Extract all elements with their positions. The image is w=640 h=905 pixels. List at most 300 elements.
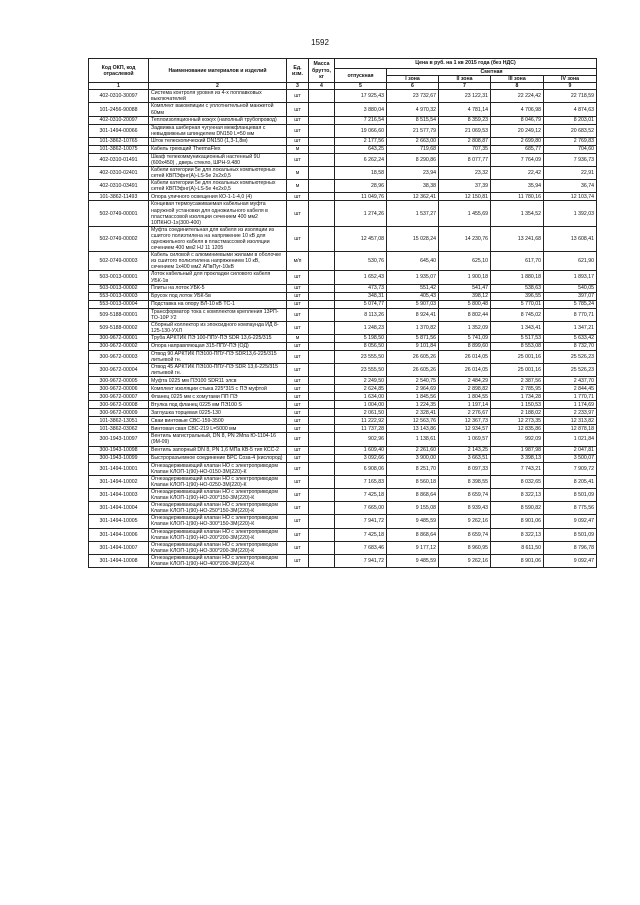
price-zone-3: 2 387,56 (491, 377, 544, 385)
item-name: Втулка под фланец 0225 мм ПЭ100 S (149, 401, 287, 409)
item-mass (309, 252, 335, 271)
price-zone-4: 5 633,42 (544, 335, 597, 343)
price-zone-1: 2 261,60 (387, 446, 439, 454)
price-zone-3: 4 706,98 (491, 103, 544, 116)
item-unit: шт (287, 401, 309, 409)
item-name: Огнезадерживающий клапан НО с электроприводом Клапан КЛОП-1(90)-НО-250*150-3М(220)-К (149, 502, 287, 515)
price-zone-4: 7 936,73 (544, 153, 597, 166)
item-mass (309, 446, 335, 454)
item-unit: шт (287, 137, 309, 145)
price-zone-4: 36,74 (544, 180, 597, 193)
item-unit: шт (287, 475, 309, 488)
table-row (89, 488, 597, 501)
price-zone-1: 2 663,00 (387, 137, 439, 145)
item-code: 101-3862-11493 (89, 193, 149, 201)
price-zone-2: 8 659,74 (439, 528, 491, 541)
table-row (89, 417, 597, 425)
price-zone-2: 625,10 (439, 252, 491, 271)
item-name: Шток телескопический DN150 (1,3-1,8м) (149, 137, 287, 145)
item-unit: шт (287, 425, 309, 433)
item-name: Подставка на опору ВЛ-10 кВ ТС-1 (149, 300, 287, 308)
item-mass (309, 193, 335, 201)
item-unit: шт (287, 528, 309, 541)
price-zone-1: 26 605,26 (387, 351, 439, 364)
price-zone-2: 8 097,33 (439, 462, 491, 475)
table-row (89, 103, 597, 116)
item-mass (309, 292, 335, 300)
item-name: Концевая термоусаживаемая кабельная муфта наружной установки для одножильного кабеля в пластмассовой изоляции сечением 400 мм2 10ПКНО-1х(300-400) (149, 201, 287, 226)
price-zone-3: 1 150,53 (491, 401, 544, 409)
price-release: 18,58 (335, 167, 387, 180)
price-zone-2: 26 014,05 (439, 364, 491, 377)
price-zone-1: 2 328,41 (387, 409, 439, 417)
table-row (89, 292, 597, 300)
table-row (89, 377, 597, 385)
price-zone-3: 1 880,18 (491, 271, 544, 284)
item-name: Лоток кабельный для прокладки силового кабеля УБК-1в (149, 271, 287, 284)
price-zone-2: 1 804,55 (439, 393, 491, 401)
item-unit: м (287, 145, 309, 153)
table-row (89, 446, 597, 454)
price-zone-2: 2 143,25 (439, 446, 491, 454)
table-header (89, 59, 597, 90)
price-zone-3: 12 273,35 (491, 417, 544, 425)
price-zone-1: 4 970,32 (387, 103, 439, 116)
price-zone-3: 538,63 (491, 284, 544, 292)
price-zone-2: 37,39 (439, 180, 491, 193)
col-number: 4 (309, 83, 335, 90)
price-release: 2 624,85 (335, 385, 387, 393)
price-zone-4: 2 769,83 (544, 137, 597, 145)
table-row (89, 393, 597, 401)
price-zone-3: 396,55 (491, 292, 544, 300)
item-code: 553-0013-00003 (89, 292, 149, 300)
table-row (89, 124, 597, 137)
item-code: 300-9672-00001 (89, 335, 149, 343)
price-zone-4: 8 770,71 (544, 308, 597, 321)
table-row (89, 271, 597, 284)
price-zone-3: 22 224,42 (491, 90, 544, 103)
page-number: 1592 (311, 38, 329, 47)
item-mass (309, 226, 335, 251)
price-zone-1: 5 907,03 (387, 300, 439, 308)
price-release: 7 665,00 (335, 502, 387, 515)
price-zone-3: 5 517,53 (491, 335, 544, 343)
price-zone-3: 617,70 (491, 252, 544, 271)
table-row (89, 90, 597, 103)
price-zone-1: 3 900,00 (387, 454, 439, 462)
item-mass (309, 462, 335, 475)
price-zone-2: 541,47 (439, 284, 491, 292)
item-mass (309, 417, 335, 425)
price-zone-1: 26 605,26 (387, 364, 439, 377)
item-unit: шт (287, 541, 309, 554)
price-zone-1: 12 362,41 (387, 193, 439, 201)
item-mass (309, 300, 335, 308)
price-zone-3: 1 343,41 (491, 321, 544, 334)
header-name: Наименование материалов и изделий (149, 59, 287, 83)
price-zone-4: 621,90 (544, 252, 597, 271)
item-name: Отвод 45 АРКТИК ПЭ100-ППУ-ПЭ SDR 13,6-225/315 литьевой гн. (149, 364, 287, 377)
table-row (89, 226, 597, 251)
item-code: 301-1494-10008 (89, 554, 149, 567)
item-name: Огнезадерживающий клапан НО с электроприводом Клапан КЛОП-1(90)-НО-0150-3М(220)-К (149, 462, 287, 475)
item-code: 300-9672-00003 (89, 351, 149, 364)
price-zone-4: 20 683,52 (544, 124, 597, 137)
price-release: 902,96 (335, 433, 387, 446)
item-unit: шт (287, 300, 309, 308)
price-zone-1: 8 868,64 (387, 488, 439, 501)
price-release: 28,96 (335, 180, 387, 193)
price-zone-1: 551,42 (387, 284, 439, 292)
price-zone-3: 2 785,95 (491, 385, 544, 393)
column-numbers-row (89, 83, 597, 90)
header-zone-4: IV зона (544, 76, 597, 83)
item-mass (309, 103, 335, 116)
price-zone-4: 12 878,18 (544, 425, 597, 433)
price-zone-3: 8 046,79 (491, 116, 544, 124)
price-release: 1 634,00 (335, 393, 387, 401)
header-zone-3: III зона (491, 76, 544, 83)
price-zone-4: 25 526,23 (544, 351, 597, 364)
item-name: Трансформатор тока с комплектом крепления 13РП-ТО-10Р У2 (149, 308, 287, 321)
item-code: 101-3862-10765 (89, 137, 149, 145)
price-zone-2: 26 014,05 (439, 351, 491, 364)
header-mass: Масса брутто, кг (309, 59, 335, 83)
price-table (88, 58, 597, 568)
item-mass (309, 351, 335, 364)
price-release: 1 248,23 (335, 321, 387, 334)
item-unit: шт (287, 292, 309, 300)
price-zone-2: 8 659,74 (439, 488, 491, 501)
price-zone-3: 8 590,82 (491, 502, 544, 515)
price-zone-4: 12 103,74 (544, 193, 597, 201)
item-unit: шт (287, 116, 309, 124)
item-unit: шт (287, 515, 309, 528)
price-release: 7 216,54 (335, 116, 387, 124)
price-release: 8 113,26 (335, 308, 387, 321)
item-mass (309, 515, 335, 528)
price-zone-3: 992,09 (491, 433, 544, 446)
price-release: 5 074,77 (335, 300, 387, 308)
item-mass (309, 401, 335, 409)
price-zone-3: 8 745,02 (491, 308, 544, 321)
item-name: Муфта 0225 мм ПЭ100 SDR11 элсв (149, 377, 287, 385)
price-release: 23 555,50 (335, 364, 387, 377)
price-zone-1: 15 028,24 (387, 226, 439, 251)
price-zone-3: 8 611,50 (491, 541, 544, 554)
price-zone-3: 1 734,28 (491, 393, 544, 401)
item-code: 301-1494-10006 (89, 528, 149, 541)
item-name: Комплект вакомпиции с уплотнительной манжетой 60мм (149, 103, 287, 116)
price-zone-1: 21 577,79 (387, 124, 439, 137)
item-name: Комплект изоляции стыка 225*315 с ПЭ муфтой (149, 385, 287, 393)
item-code: 300-1943-10099 (89, 454, 149, 462)
item-unit: м (287, 180, 309, 193)
item-unit: шт (287, 393, 309, 401)
price-zone-2: 707,35 (439, 145, 491, 153)
price-zone-4: 397,07 (544, 292, 597, 300)
price-zone-1: 1 845,56 (387, 393, 439, 401)
price-zone-1: 1 138,61 (387, 433, 439, 446)
item-mass (309, 425, 335, 433)
item-unit: шт (287, 351, 309, 364)
item-mass (309, 554, 335, 567)
price-zone-1: 645,40 (387, 252, 439, 271)
price-zone-2: 2 898,82 (439, 385, 491, 393)
item-mass (309, 433, 335, 446)
item-name: Опора уличного освещения КО-1-1-4,0 (4) (149, 193, 287, 201)
item-mass (309, 377, 335, 385)
item-mass (309, 308, 335, 321)
item-name: Сваи винтовые СВС-159-3500 (149, 417, 287, 425)
item-code: 101-3862-13051 (89, 417, 149, 425)
item-code: 301-1494-10005 (89, 515, 149, 528)
item-code: 101-2456-90088 (89, 103, 149, 116)
item-name: Отвод 90 АРКТИК ПЭ100-ППУ-ПЭ SDR13,6-225/315 литьевой гн. (149, 351, 287, 364)
item-code: 402-0310-02401 (89, 167, 149, 180)
price-zone-2: 1 900,18 (439, 271, 491, 284)
item-name: Вентиль запорный DN 8, PN 1,6 МПа КВ-5 тип КСС-2 (149, 446, 287, 454)
item-unit: шт (287, 454, 309, 462)
item-unit: шт (287, 284, 309, 292)
table-row (89, 385, 597, 393)
price-release: 1 652,43 (335, 271, 387, 284)
col-number: 3 (287, 83, 309, 90)
item-mass (309, 409, 335, 417)
price-zone-1: 9 101,84 (387, 343, 439, 351)
item-unit: шт (287, 554, 309, 567)
price-release: 17 925,43 (335, 90, 387, 103)
price-zone-2: 8 077,77 (439, 153, 491, 166)
price-zone-4: 704,60 (544, 145, 597, 153)
item-code: 301-1494-10003 (89, 488, 149, 501)
price-zone-4: 1 347,21 (544, 321, 597, 334)
price-zone-3: 7 743,21 (491, 462, 544, 475)
price-zone-4: 12 313,82 (544, 417, 597, 425)
price-release: 3 880,04 (335, 103, 387, 116)
price-zone-4: 9 092,47 (544, 554, 597, 567)
item-name: Огнезадерживающий клапан НО с электроприводом Клапан КЛОП-1(90)-НО-400*200-3М(220)-К (149, 554, 287, 567)
item-code: 300-9672-00004 (89, 364, 149, 377)
header-release: отпускная (335, 69, 387, 83)
price-zone-1: 9 177,12 (387, 541, 439, 554)
item-mass (309, 335, 335, 343)
price-zone-2: 1 069,57 (439, 433, 491, 446)
item-unit: шт (287, 417, 309, 425)
item-code: 502-0749-00001 (89, 201, 149, 226)
item-code: 402-0310-01491 (89, 153, 149, 166)
price-zone-4: 1 174,69 (544, 401, 597, 409)
price-zone-2: 8 899,60 (439, 343, 491, 351)
table-row (89, 425, 597, 433)
item-code: 503-0013-00002 (89, 284, 149, 292)
item-name: Огнезадерживающий клапан НО с электроприводом Клапан КЛОП-1(90)-НО-0250-3М(220)-К (149, 475, 287, 488)
price-zone-3: 11 780,16 (491, 193, 544, 201)
price-zone-4: 8 775,56 (544, 502, 597, 515)
price-zone-4: 8 501,09 (544, 488, 597, 501)
item-name: Система контроля уровня из 4-х поплавковых выключателей (149, 90, 287, 103)
price-zone-2: 5 741,09 (439, 335, 491, 343)
item-name: Муфта соединительная для кабеля из изоляции из сшитого полиэтилена на напряжение 10 кВ для одножильного кабеля в пластмассовой изоляции сечением 400 мм2 HJ 11 1205 (149, 226, 287, 251)
table-row (89, 153, 597, 166)
price-release: 348,31 (335, 292, 387, 300)
price-zone-4: 8 205,41 (544, 475, 597, 488)
price-release: 19 066,60 (335, 124, 387, 137)
item-unit: шт (287, 364, 309, 377)
price-release: 11 737,28 (335, 425, 387, 433)
price-zone-2: 398,12 (439, 292, 491, 300)
item-name: Кабели категории 5е для локальных компьютерных сетей КВПЭфнг(А)-LS-5е 2х2х0,5 (149, 167, 287, 180)
item-unit: шт (287, 343, 309, 351)
item-mass (309, 364, 335, 377)
table-row (89, 180, 597, 193)
price-release: 7 165,83 (335, 475, 387, 488)
item-code: 502-0749-00002 (89, 226, 149, 251)
price-zone-2: 12 934,57 (439, 425, 491, 433)
item-code: 300-1943-10098 (89, 446, 149, 454)
table-row (89, 167, 597, 180)
price-zone-1: 8 515,54 (387, 116, 439, 124)
item-code: 402-0310-20097 (89, 116, 149, 124)
item-name: Кабель силовой с алюминиевыми жилами в оболочке из сшитого полиэтилена напряжением 10 кВ, сечением 1х400 мм2 АПвПуг-10кВ (149, 252, 287, 271)
price-zone-2: 12 367,73 (439, 417, 491, 425)
item-mass (309, 153, 335, 166)
item-mass (309, 116, 335, 124)
header-code: Код ОКП, код отраслевой (89, 59, 149, 83)
item-name: Сборный коллектор из эпоксидного компаунда ИД 8-125-130-УХЛ (149, 321, 287, 334)
price-zone-4: 1 770,71 (544, 393, 597, 401)
col-number: 9 (544, 83, 597, 90)
price-zone-4: 25 526,23 (544, 364, 597, 377)
item-mass (309, 321, 335, 334)
item-unit: шт (287, 446, 309, 454)
price-zone-1: 8 868,64 (387, 528, 439, 541)
price-zone-3: 13 241,68 (491, 226, 544, 251)
price-zone-2: 8 398,55 (439, 475, 491, 488)
price-zone-1: 8 560,18 (387, 475, 439, 488)
item-unit: шт (287, 308, 309, 321)
price-release: 6 908,06 (335, 462, 387, 475)
item-code: 301-1494-10001 (89, 462, 149, 475)
price-zone-3: 8 322,13 (491, 528, 544, 541)
table-row (89, 116, 597, 124)
price-release: 12 457,08 (335, 226, 387, 251)
header-zone-2: II зона (439, 76, 491, 83)
price-zone-4: 8 203,01 (544, 116, 597, 124)
item-name: Огнезадерживающий клапан НО с электроприводом Клапан КЛОП-1(90)-НО-200*200-3М(220)-К (149, 528, 287, 541)
table-row (89, 475, 597, 488)
item-unit: шт (287, 193, 309, 201)
table-row (89, 528, 597, 541)
price-zone-3: 1 354,52 (491, 201, 544, 226)
price-zone-4: 540,05 (544, 284, 597, 292)
header-zone-1: I зона (387, 76, 439, 83)
price-zone-2: 8 802,44 (439, 308, 491, 321)
price-zone-2: 3 663,51 (439, 454, 491, 462)
item-name: Вентиль магистральный, DN 8, PN 2Мпа Ю-1104-16 (9М-09) (149, 433, 287, 446)
item-mass (309, 454, 335, 462)
price-zone-1: 23 732,67 (387, 90, 439, 103)
price-zone-2: 23 122,31 (439, 90, 491, 103)
price-zone-2: 1 197,14 (439, 401, 491, 409)
price-release: 2 061,50 (335, 409, 387, 417)
price-zone-3: 20 249,12 (491, 124, 544, 137)
table-row (89, 454, 597, 462)
item-code: 300-9672-00006 (89, 385, 149, 393)
item-unit: шт (287, 226, 309, 251)
price-zone-4: 8 732,70 (544, 343, 597, 351)
item-mass (309, 145, 335, 153)
price-zone-2: 8 359,23 (439, 116, 491, 124)
price-zone-1: 405,43 (387, 292, 439, 300)
price-zone-1: 719,68 (387, 145, 439, 153)
price-zone-1: 8 924,41 (387, 308, 439, 321)
price-release: 1 004,00 (335, 401, 387, 409)
price-zone-4: 1 893,17 (544, 271, 597, 284)
table-row (89, 300, 597, 308)
price-zone-4: 13 608,41 (544, 226, 597, 251)
item-code: 509-5188-00001 (89, 308, 149, 321)
item-code: 300-9672-00009 (89, 409, 149, 417)
item-code: 101-3862-10075 (89, 145, 149, 153)
header-price-group: Цена в руб. на 1 кв 2015 года (без НДС) (335, 59, 597, 69)
header-estimate: Сметная (387, 69, 597, 76)
price-zone-2: 9 262,16 (439, 515, 491, 528)
item-code: 509-5188-00002 (89, 321, 149, 334)
item-code: 301-1494-00066 (89, 124, 149, 137)
price-zone-3: 7 764,09 (491, 153, 544, 166)
price-release: 2 177,56 (335, 137, 387, 145)
item-name: Винтовая свая СВС-219 L=5000 мм (149, 425, 287, 433)
price-zone-1: 8 251,70 (387, 462, 439, 475)
price-zone-4: 22 718,59 (544, 90, 597, 103)
price-zone-3: 2 699,80 (491, 137, 544, 145)
item-code: 503-0013-00001 (89, 271, 149, 284)
col-number: 2 (149, 83, 287, 90)
item-mass (309, 343, 335, 351)
item-mass (309, 124, 335, 137)
price-zone-4: 9 092,47 (544, 515, 597, 528)
item-mass (309, 201, 335, 226)
price-zone-4: 3 500,07 (544, 454, 597, 462)
item-mass (309, 528, 335, 541)
item-unit: шт (287, 153, 309, 166)
price-release: 23 555,50 (335, 351, 387, 364)
item-mass (309, 90, 335, 103)
item-mass (309, 284, 335, 292)
item-unit: шт (287, 433, 309, 446)
price-zone-2: 8 960,95 (439, 541, 491, 554)
price-release: 7 683,46 (335, 541, 387, 554)
item-code: 300-1943-10097 (89, 433, 149, 446)
price-zone-1: 1 370,82 (387, 321, 439, 334)
price-zone-3: 8 901,06 (491, 515, 544, 528)
table-row (89, 335, 597, 343)
item-name: Кабели категории 5е для локальных компьютерных сетей КВПЭфнг(А)-LS-5е 4х2х0,5 (149, 180, 287, 193)
price-release: 7 425,18 (335, 528, 387, 541)
price-zone-3: 8 322,13 (491, 488, 544, 501)
price-zone-4: 2 844,45 (544, 385, 597, 393)
price-release: 473,73 (335, 284, 387, 292)
price-zone-1: 38,38 (387, 180, 439, 193)
table-row (89, 137, 597, 145)
price-release: 7 425,18 (335, 488, 387, 501)
price-zone-1: 9 155,08 (387, 502, 439, 515)
price-zone-3: 8 901,06 (491, 554, 544, 567)
item-mass (309, 137, 335, 145)
col-number: 6 (387, 83, 439, 90)
